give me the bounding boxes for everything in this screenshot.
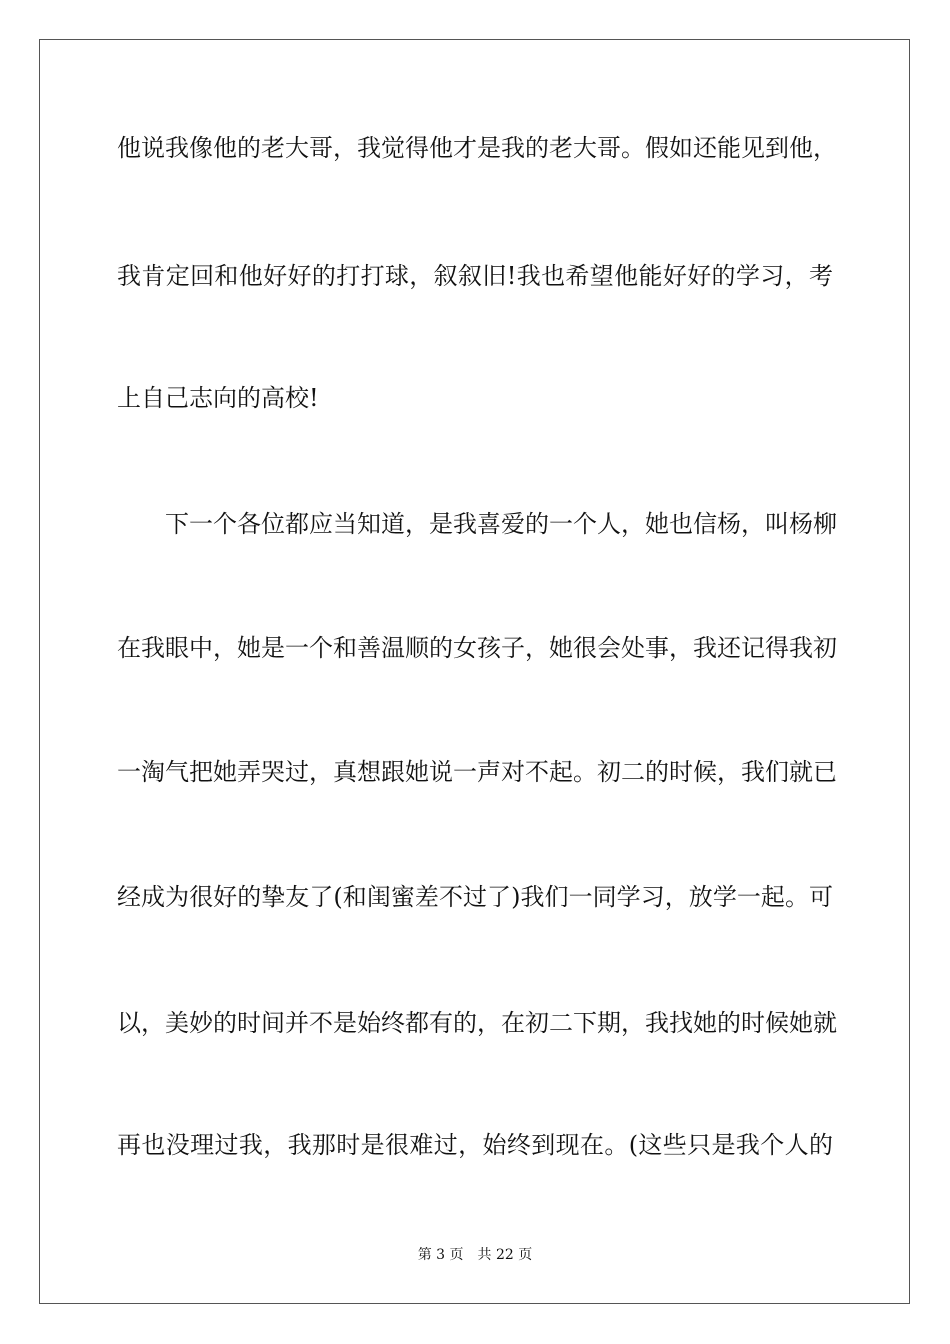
paragraph-line-9: 再也没理过我，我那时是很难过，始终到现在。(这些只是我个人的 [117,1131,833,1159]
paragraph-line-1: 他说我像他的老大哥，我觉得他才是我的老大哥。假如还能见到他， [117,134,837,162]
paragraph-line-3: 上自己志向的高校! [117,384,319,412]
page-footer [0,1246,950,1264]
paragraph-line-4: 下一个各位都应当知道，是我喜爱的一个人，她也信杨，叫杨柳 [165,510,837,538]
page-number: 第 3 页 [417,1247,464,1263]
paragraph-line-5: 在我眼中，她是一个和善温顺的女孩子，她很会处事，我还记得我初 [117,634,837,662]
paragraph-line-6: 一淘气把她弄哭过，真想跟她说一声对不起。初二的时候，我们就已 [117,758,837,786]
page-border [39,39,910,1304]
paragraph-line-8: 以，美妙的时间并不是始终都有的，在初二下期，我找她的时候她就 [117,1009,837,1037]
paragraph-line-7: 经成为很好的挚友了(和闺蜜差不过了)我们一同学习，放学一起。可 [117,883,833,911]
page-total: 共 22 页 [477,1247,533,1263]
paragraph-line-2: 我肯定回和他好好的打打球，叙叙旧!我也希望他能好好的学习，考 [117,262,833,290]
